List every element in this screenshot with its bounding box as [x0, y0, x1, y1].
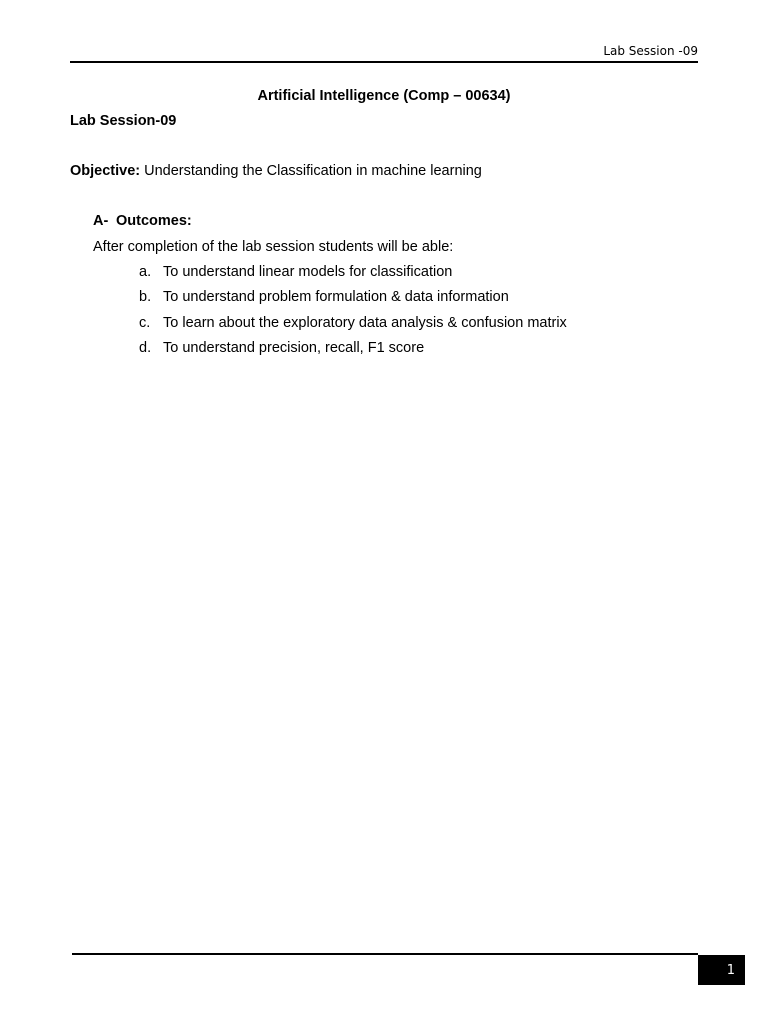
outcomes-intro: After completion of the lab session students will be able: — [93, 239, 454, 255]
session-heading: Lab Session-09 — [70, 113, 177, 129]
list-item — [139, 262, 567, 287]
list-item-text: To understand linear models for classification — [163, 264, 453, 280]
outcomes-list — [139, 262, 567, 363]
list-item — [139, 287, 567, 312]
list-item — [139, 338, 567, 363]
page-number: 1 — [698, 955, 745, 985]
outcomes-title: Outcomes: — [116, 213, 192, 229]
objective-label: Objective: — [70, 163, 141, 179]
list-item-letter: d. — [139, 339, 152, 356]
list-item-text: To understand precision, recall, F1 score — [163, 339, 425, 356]
list-item-letter: a. — [139, 264, 152, 280]
outcomes-heading — [93, 213, 192, 229]
footer-divider — [72, 953, 698, 955]
list-item-letter: b. — [139, 289, 152, 306]
list-item-text: To learn about the exploratory data analysis & confusion matrix — [163, 314, 567, 331]
running-header: Lab Session -09 — [603, 44, 698, 58]
list-item-letter: c. — [139, 314, 151, 331]
list-item — [139, 313, 567, 338]
objective-paragraph — [70, 163, 482, 179]
list-item-text: To understand problem formulation & data information — [163, 289, 509, 306]
outcomes-marker: A- — [93, 213, 109, 229]
objective-text: Understanding the Classification in machine learning — [144, 163, 482, 179]
header-divider — [70, 61, 698, 63]
document-title: Artificial Intelligence (Comp – 00634) — [257, 88, 511, 104]
